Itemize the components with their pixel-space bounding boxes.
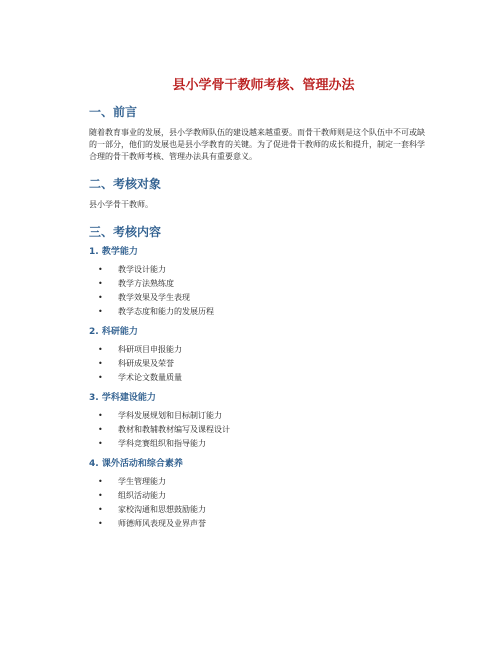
- list-item-text: 学术论文数量质量: [118, 373, 182, 382]
- list-item: [89, 305, 430, 319]
- bullet-icon: •: [98, 293, 103, 302]
- list-item: [89, 437, 430, 451]
- list-item-text: 学科发展规划和目标制订能力: [118, 411, 222, 420]
- subsection-title-research: 2. 科研能力: [89, 327, 138, 337]
- list-item: [89, 409, 430, 423]
- list-item-text: 家校沟通和思想鼓励能力: [118, 505, 206, 514]
- preface-paragraph: 随着教育事业的发展，县小学教师队伍的建设越来越重要。而骨干教师则是这个队伍中不可或缺的一部分，他们的发展也是县小学教育的关键。为了促进骨干教师的成长和提升，制定一套科学合理的骨干教师考核、管理办法具有重要意义。: [89, 128, 425, 161]
- list-item-text: 科研项目申报能力: [118, 345, 182, 354]
- bullet-icon: •: [98, 279, 103, 288]
- subsection-title-teaching: 1. 教学能力: [89, 247, 138, 257]
- list-item: [89, 517, 430, 531]
- targets-paragraph: 县小学骨干教师。: [89, 200, 153, 209]
- list-item: [89, 343, 430, 357]
- list-item-text: 教学效果及学生表现: [118, 293, 190, 302]
- list-item-text: 教材和教辅教材编写及课程设计: [118, 425, 230, 434]
- list-item: [89, 277, 430, 291]
- list-item-text: 师德师风表现及业界声誉: [118, 519, 206, 528]
- subsection-list-extracurricular: [89, 475, 430, 531]
- list-item-text: 组织活动能力: [118, 491, 166, 500]
- list-item-text: 科研成果及荣誉: [118, 359, 174, 368]
- list-item-text: 教学态度和能力的发展历程: [118, 307, 214, 316]
- list-item: [89, 503, 430, 517]
- list-item-text: 学科竞赛组织和指导能力: [118, 439, 206, 448]
- subsection-list-discipline: [89, 409, 430, 451]
- section-heading-targets: 二、考核对象: [89, 177, 162, 191]
- subsection-list-research: [89, 343, 430, 385]
- list-item: [89, 291, 430, 305]
- bullet-icon: •: [98, 477, 103, 486]
- bullet-icon: •: [98, 345, 103, 354]
- subsection-title-discipline: 3. 学科建设能力: [89, 393, 156, 403]
- list-item-text: 教学设计能力: [118, 265, 166, 274]
- bullet-icon: •: [98, 505, 103, 514]
- bullet-icon: •: [98, 373, 103, 382]
- bullet-icon: •: [98, 265, 103, 274]
- list-item-text: 教学方法熟练度: [118, 279, 174, 288]
- section-heading-content: 三、考核内容: [89, 225, 162, 239]
- bullet-icon: •: [98, 307, 103, 316]
- bullet-icon: •: [98, 519, 103, 528]
- subsection-title-extracurricular: 4. 课外活动和综合素养: [89, 459, 183, 469]
- section-heading-preface: 一、前言: [89, 105, 138, 119]
- bullet-icon: •: [98, 359, 103, 368]
- bullet-icon: •: [98, 411, 103, 420]
- list-item: [89, 357, 430, 371]
- subsection-list-teaching: [89, 263, 430, 319]
- document-title: 县小学骨干教师考核、管理办法: [172, 78, 355, 93]
- list-item: [89, 371, 430, 385]
- list-item: [89, 489, 430, 503]
- bullet-icon: •: [98, 439, 103, 448]
- list-item: [89, 475, 430, 489]
- list-item: [89, 423, 430, 437]
- bullet-icon: •: [98, 491, 103, 500]
- list-item: [89, 263, 430, 277]
- bullet-icon: •: [98, 425, 103, 434]
- list-item-text: 学生管理能力: [118, 477, 166, 486]
